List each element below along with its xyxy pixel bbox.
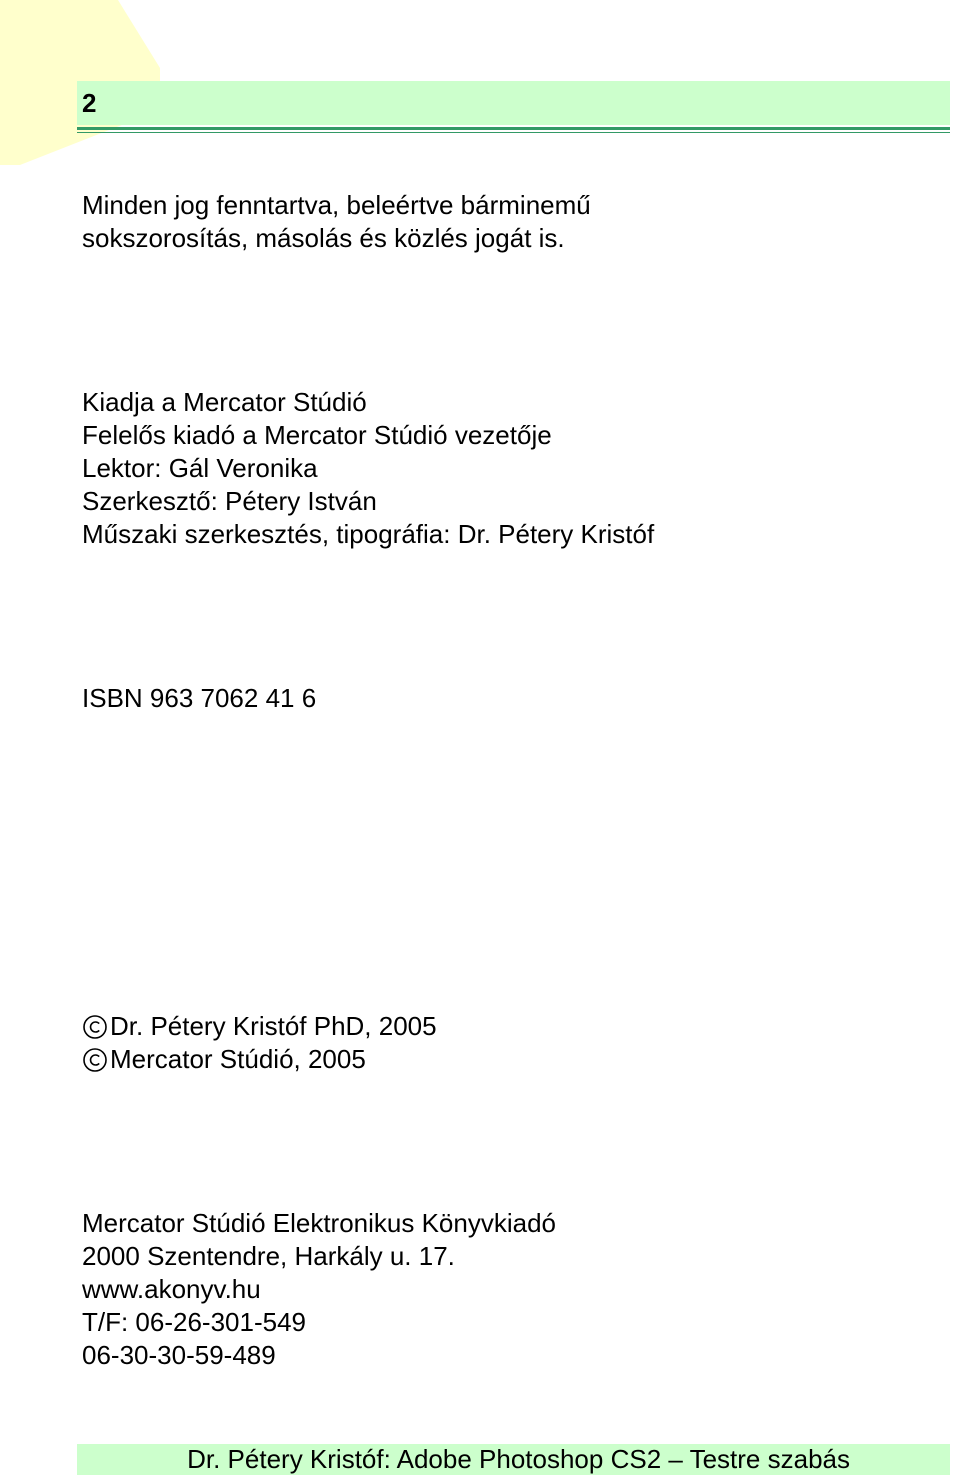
copyright-publisher: Mercator Stúdió, 2005 [110,1044,366,1074]
credits [82,386,654,551]
isbn-block [82,682,316,715]
credit-publisher: Kiadja a Mercator Stúdió [82,387,367,417]
credit-editor: Szerkesztő: Pétery István [82,486,377,516]
rights-line: sokszorosítás, másolás és közlés jogát is. [82,223,565,253]
credit-lector: Lektor: Gál Veronika [82,453,318,483]
page-number: 2 [82,88,97,118]
isbn: ISBN 963 7062 41 6 [82,683,317,713]
publisher-website: www.akonyv.hu [82,1274,261,1304]
copyright-author: Dr. Pétery Kristóf PhD, 2005 [110,1011,437,1041]
credit-responsible: Felelős kiadó a Mercator Stúdió vezetője [82,420,552,450]
copyright-line [82,1010,437,1043]
page-header [77,81,950,125]
copyright-line [82,1043,437,1076]
rights-line: Minden jog fenntartva, beleértve bárminemű [82,190,591,220]
footer-book-title: Dr. Pétery Kristóf: Adobe Photoshop CS2 – Testre szabás [187,1444,850,1474]
copyright-icon [82,1047,108,1073]
publisher-address: 2000 Szentendre, Harkály u. 17. [82,1241,455,1271]
publisher-name: Mercator Stúdió Elektronikus Könyvkiadó [82,1208,557,1238]
header-rule-thick [77,127,950,130]
header-rule-thin [77,132,950,133]
publisher-info [82,1207,556,1372]
page-footer [77,1444,950,1475]
copyright-block [82,1010,437,1076]
publisher-mobile: 06-30-30-59-489 [82,1340,276,1370]
publisher-phone-fax: T/F: 06-26-301-549 [82,1307,307,1337]
rights-notice [82,189,591,255]
copyright-icon [82,1014,108,1040]
credit-technical-editor: Műszaki szerkesztés, tipográfia: Dr. Pétery Kristóf [82,519,655,549]
